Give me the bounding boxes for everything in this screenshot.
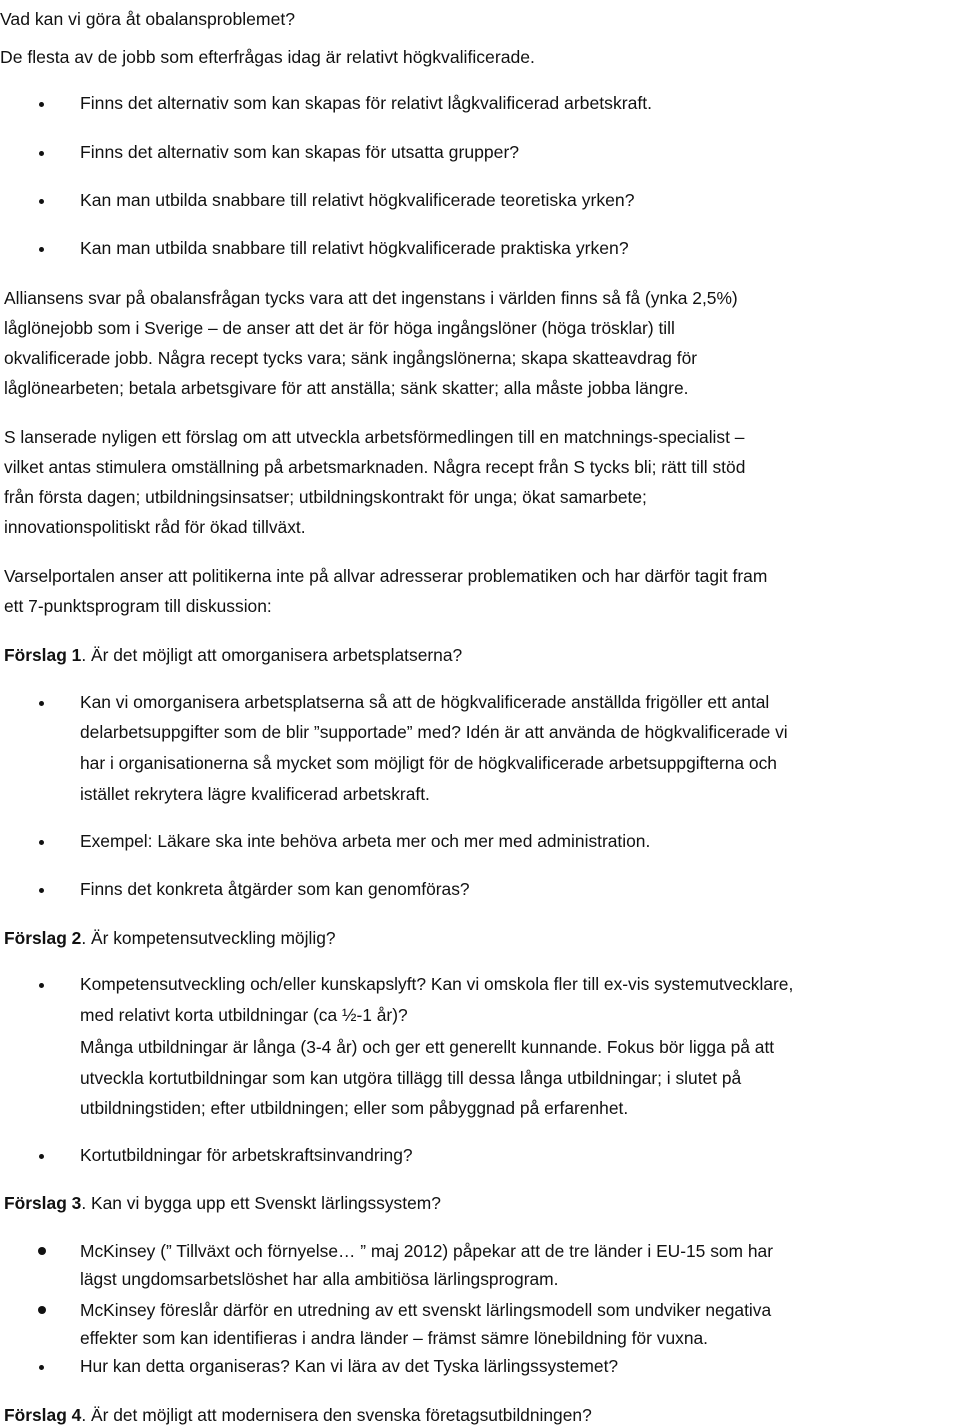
list-item: effekter som kan identifieras i andra länder – främst sämre lönebildning för vuxna. — [80, 1328, 708, 1348]
bullet-icon — [38, 1306, 46, 1314]
paragraph-line: från första dagen; utbildningsinsatser; utbildningskontrakt för unga; ökat samarbete; — [4, 487, 647, 507]
list-item: Kompetensutveckling och/eller kunskapslyft? Kan vi omskola fler till ex-vis systemutvecklare, — [80, 974, 794, 994]
list-item: med relativt korta utbildningar (ca ½-1 år)? — [80, 1005, 408, 1025]
list-item: Många utbildningar är långa (3-4 år) och ger ett generellt kunnande. Fokus bör ligga på att — [80, 1037, 775, 1057]
paragraph-line: låglönejobb som i Sverige – de anser att det är för höga ingångslöner (höga trösklar) till — [4, 318, 675, 338]
paragraph-line: ett 7-punktsprogram till diskussion: — [4, 596, 272, 616]
list-item: Exempel: Läkare ska inte behöva arbeta mer och mer med administration. — [80, 831, 651, 851]
paragraph-line: S lanserade nyligen ett förslag om att utveckla arbetsförmedlingen till en matchnings-specialist – — [4, 427, 745, 447]
list-item: Hur kan detta organiseras? Kan vi lära av det Tyska lärlingssystemet? — [80, 1356, 619, 1376]
forslag-2-label: Förslag 2 — [4, 928, 82, 948]
list-item: utbildningstiden; efter utbildningen; eller som påbyggnad på erfarenhet. — [80, 1098, 629, 1118]
list-item: McKinsey (” Tillväxt och förnyelse… ” maj 2012) påpekar att de tre länder i EU-15 som har — [80, 1241, 774, 1261]
bullet-icon — [39, 701, 44, 706]
list-item: Finns det alternativ som kan skapas för relativt lågkvalificerad arbetskraft. — [80, 93, 653, 113]
paragraph-line: låglönearbeten; betala arbetsgivare för att anställa; sänk skatter; alla måste jobba längre. — [4, 378, 689, 398]
forslag-4-heading — [4, 1403, 592, 1427]
bullet-icon — [39, 1154, 44, 1159]
list-item: istället rekrytera lägre kvalificerad arbetskraft. — [80, 784, 430, 804]
bullet-icon — [39, 840, 44, 845]
list-item: delarbetsuppgifter som de blir ”supportade” med? Idén är att använda de högkvalificerade vi — [80, 722, 788, 742]
bullet-icon — [39, 151, 44, 156]
paragraph-line: Varselportalen anser att politikerna inte på allvar adresserar problematiken och har därför tagit fram — [4, 566, 768, 586]
forslag-1-title: . Är det möjligt att omorganisera arbetsplatserna? — [81, 645, 463, 665]
bullet-icon — [39, 102, 44, 107]
list-item: utveckla kortutbildningar som kan utgöra tillägg till dessa långa utbildningar; i slutet på — [80, 1068, 742, 1088]
forslag-1-label: Förslag 1 — [4, 645, 82, 665]
list-item: Finns det konkreta åtgärder som kan genomföras? — [80, 879, 470, 899]
paragraph-line: Alliansens svar på obalansfrågan tycks vara att det ingenstans i världen finns så få (ynka 2,5%) — [4, 288, 738, 308]
forslag-2-heading — [4, 926, 336, 950]
bullet-icon — [38, 1247, 46, 1255]
forslag-3-label: Förslag 3 — [4, 1193, 82, 1213]
paragraph-line: okvalificerade jobb. Några recept tycks vara; sänk ingångslönerna; skapa skatteavdrag för — [4, 348, 698, 368]
list-item: lägst ungdomsarbetslöshet har alla ambitiösa lärlingsprogram. — [80, 1269, 559, 1289]
list-item: har i organisationerna så mycket som möjligt för de högkvalificerade arbetsuppgifterna och — [80, 753, 777, 773]
forslag-1-heading — [4, 643, 462, 667]
list-item: Finns det alternativ som kan skapas för utsatta grupper? — [80, 142, 520, 162]
forslag-3-heading — [4, 1191, 441, 1215]
forslag-4-label: Förslag 4 — [4, 1405, 82, 1425]
list-item: Kortutbildningar för arbetskraftsinvandring? — [80, 1145, 413, 1165]
list-item: McKinsey föreslår därför en utredning av ett svenskt lärlingsmodell som undviker negativa — [80, 1300, 772, 1320]
page-title: Vad kan vi göra åt obalansproblemet? — [0, 9, 296, 29]
forslag-4-title: . Är det möjligt att modernisera den svenska företagsutbildningen? — [81, 1405, 592, 1425]
list-item: Kan man utbilda snabbare till relativt högkvalificerade praktiska yrken? — [80, 238, 629, 258]
intro-paragraph: De flesta av de jobb som efterfrågas idag är relativt högkvalificerade. — [0, 47, 535, 67]
list-item: Kan man utbilda snabbare till relativt högkvalificerade teoretiska yrken? — [80, 190, 635, 210]
list-item: Kan vi omorganisera arbetsplatserna så att de högkvalificerade anställda frigöller ett antal — [80, 692, 770, 712]
forslag-2-title: . Är kompetensutveckling möjlig? — [81, 928, 336, 948]
bullet-icon — [39, 199, 44, 204]
bullet-icon — [39, 1365, 44, 1370]
bullet-icon — [39, 247, 44, 252]
paragraph-line: vilket antas stimulera omställning på arbetsmarknaden. Några recept från S tycks bli; rätt till stöd — [4, 457, 746, 477]
bullet-icon — [39, 888, 44, 893]
forslag-3-title: . Kan vi bygga upp ett Svenskt lärlingssystem? — [81, 1193, 441, 1213]
paragraph-line: innovationspolitiskt råd för ökad tillväxt. — [4, 517, 306, 537]
bullet-icon — [39, 983, 44, 988]
